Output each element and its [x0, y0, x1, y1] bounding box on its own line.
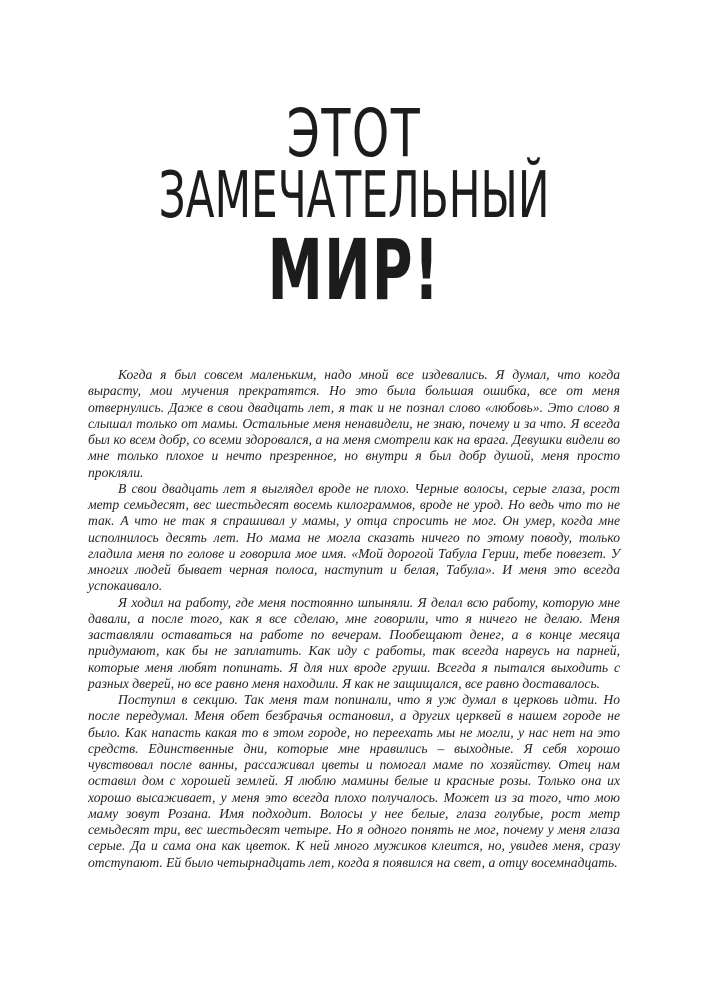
paragraph: В свои двадцать лет я выглядел вроде не плохо. Черные волосы, серые глаза, рост метр семьдесят, вес шестьдесят восемь килограммов, вроде не урод. Но ведь что то не так. А что не так я спрашивал у мамы, у отца спросить не мог. Он умер, когда мне исполнилось десять лет. Но мама не могла сказать ничего по этому поводу, только гладила меня по голове и говорила мое имя. «Мой дорогой Табула Герии, тебе повезет. У многих людей бывает черная полоса, наступит и белая, Табула». И меня это всегда успокаивало. — [88, 480, 620, 594]
title-line-1: ЭТОТ — [286, 95, 422, 172]
body-text — [88, 367, 620, 871]
paragraph: Поступил в секцию. Так меня там попинали, что я уж думал в церковь идти. Но после передумал. Меня обет безбрачья остановил, а других церквей в нашем городе не было. Как напасть какая то в этом городе, но переехать мы не могли, у нас нет на это средств. Единственные дни, которые мне нравились – выходные. Я себя хорошо чувствовал после ванны, рассаживал цветы и помогал маме по хозяйству. Отец нам оставил дом с хорошей землей. Я люблю мамины белые и красные розы. Только она их хорошо высаживает, у меня это всегда плохо получалось. Может из за того, что мою маму зовут Розана. Имя подходит. Волосы у нее белые, глаза голубые, рост метр семьдесят три, вес шестьдесят четыре. Но я одного понять не мог, почему у меня глаза серые. Да и сама она как цветок. К ней много мужиков клеится, но, увидев меня, сразу отступают. Ей было четырнадцать лет, когда я появился на свет, а отцу восемнадцать. — [88, 692, 620, 870]
title-line-2: ЗАМЕЧАТЕЛЬНЫЙ — [158, 159, 550, 233]
title-line-3: МИР! — [267, 221, 441, 319]
paragraph: Я ходил на работу, где меня постоянно шпыняли. Я делал всю работу, которую мне давали, а после того, как я все сделаю, мне говорили, что я ничего не делаю. Меня заставляли оставаться на работе по вечерам. Пообещают денег, а в конце месяца придумают, как бы не заплатить. Как иду с работы, так всегда нарвусь на парней, которые меня любят попинать. Я для них вроде груши. Всегда я пытался выходить с разных дверей, но все равно меня находили. Я как не защищался, все равно доставалось. — [88, 594, 620, 691]
paragraph: Когда я был совсем маленьким, надо мной все издевались. Я думал, что когда вырасту, мои мучения прекратятся. Но это была большая ошибка, все от меня отвернулись. Даже в свои двадцать лет, я так и не познал слово «любовь». Это слово я слышал только от мамы. Остальные меня ненавидели, не знаю, почему и за что. Я всегда был ко всем добр, со всеми здоровался, а на меня смотрели как на врага. Девушки видели во мне только плохое и нечто презренное, но внутри я был добр душой, меня просто прокляли. — [88, 367, 620, 480]
